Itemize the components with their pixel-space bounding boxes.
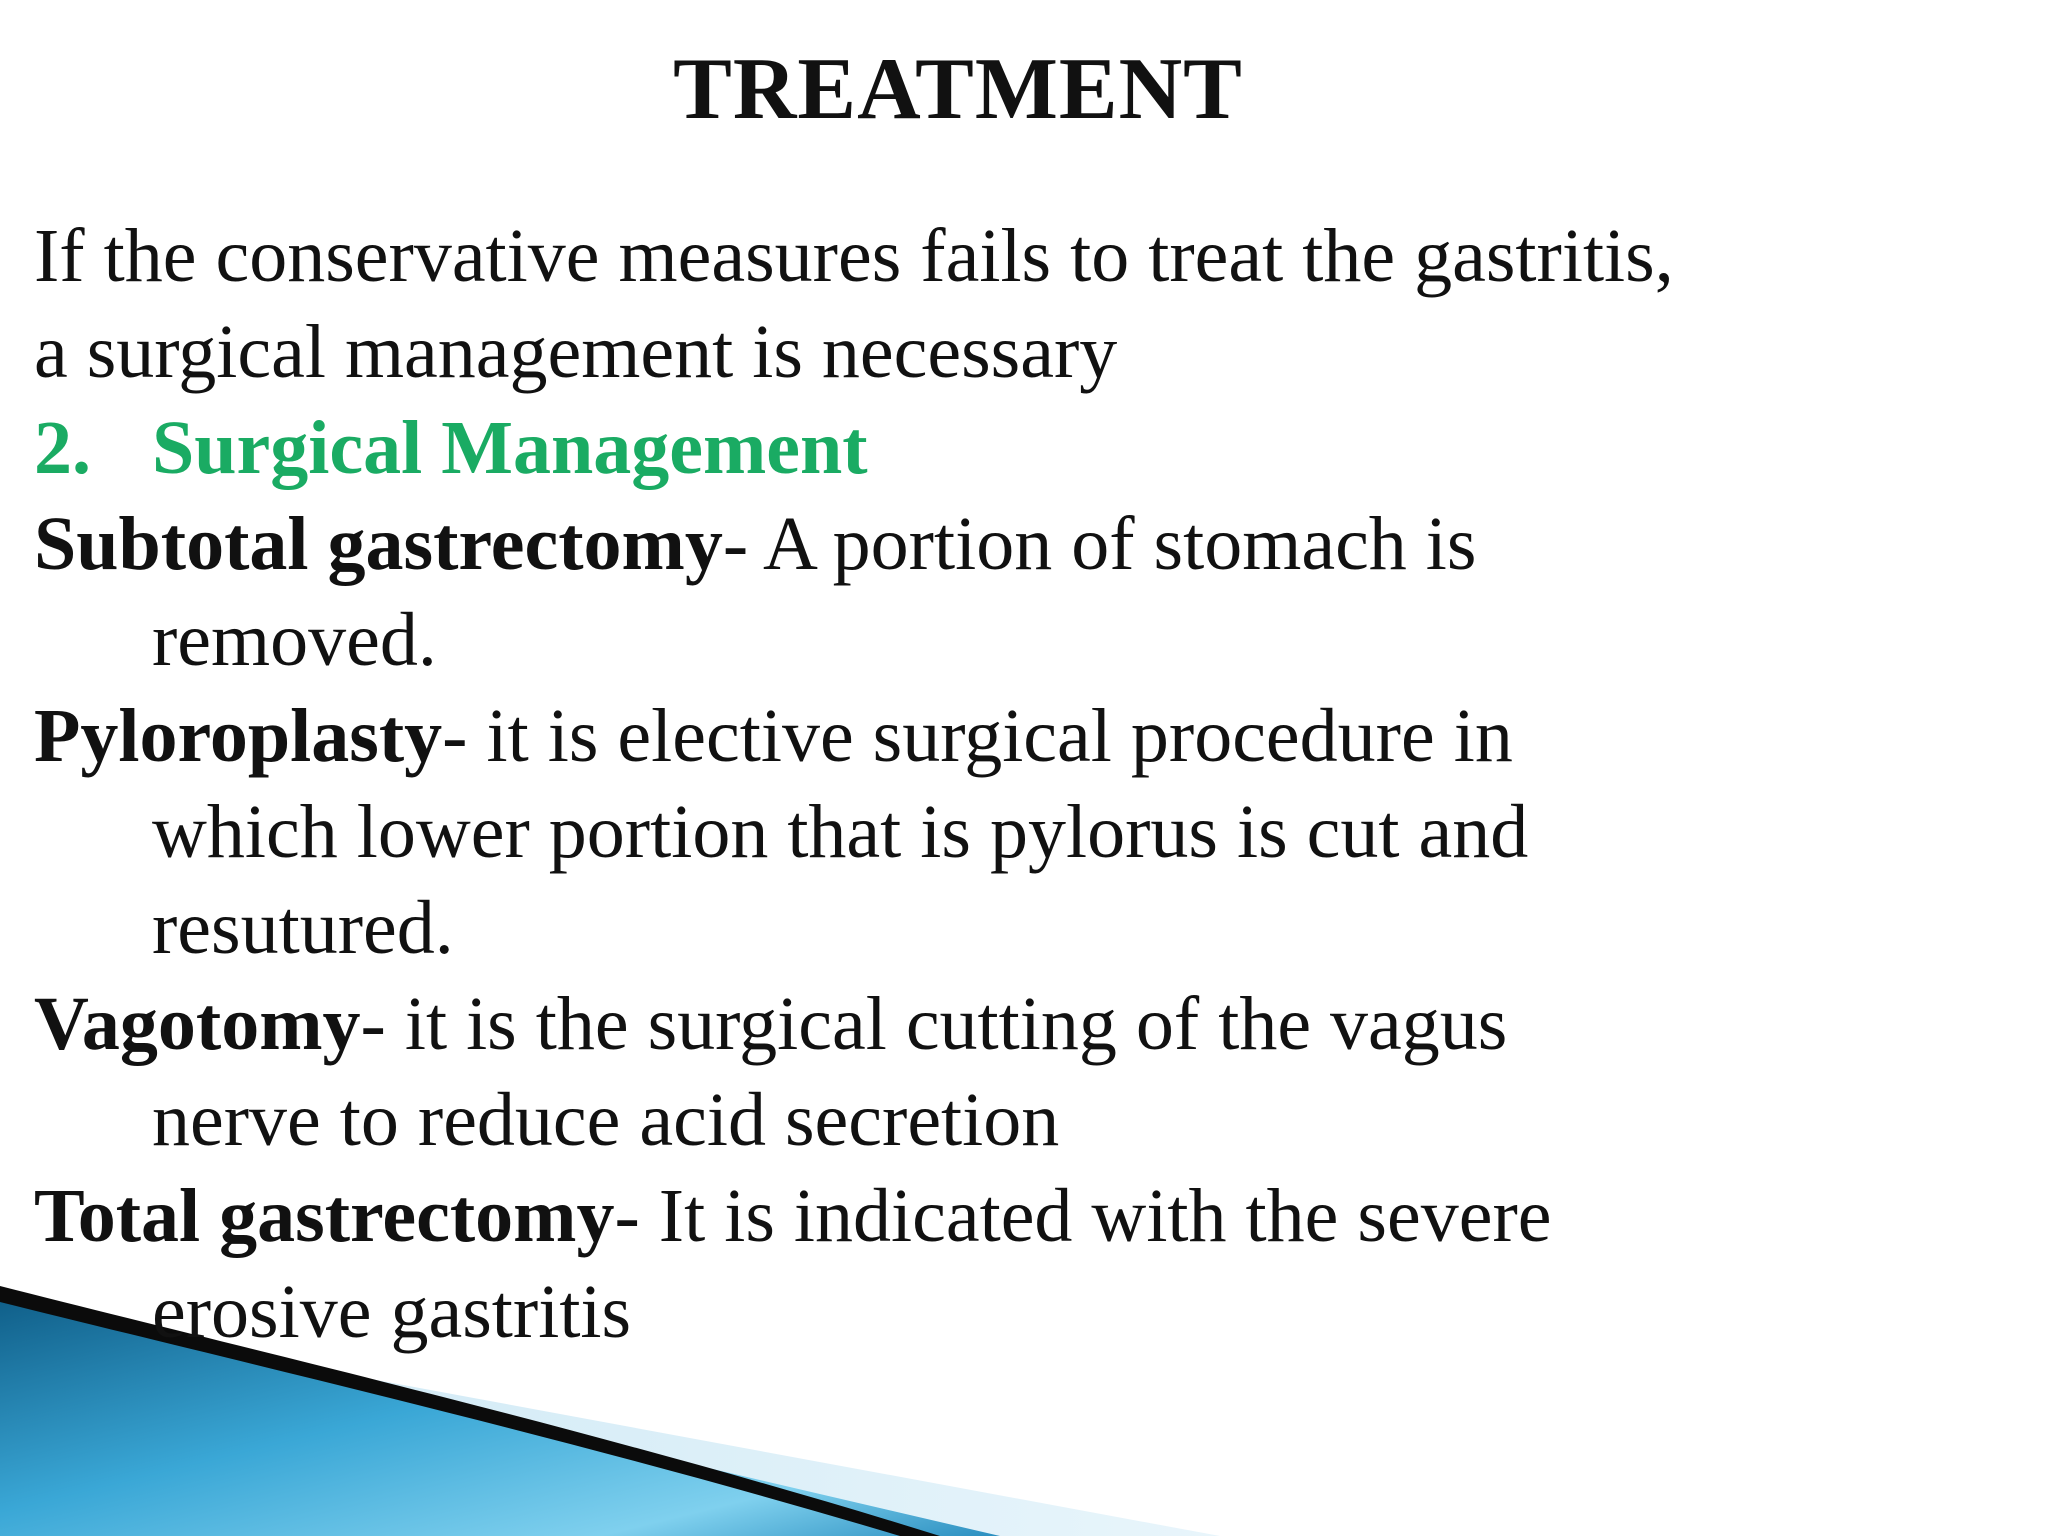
slide-body xyxy=(34,208,1994,1360)
definition-continuation: resutured. xyxy=(152,886,454,970)
definition-text: - It is indicated with the severe xyxy=(614,1174,1552,1258)
definition-term: Total gastrectomy xyxy=(34,1174,615,1258)
section-heading xyxy=(34,400,1994,496)
definition-term: Pyloroplasty xyxy=(34,694,443,778)
intro-line-1: If the conservative measures fails to treat the gastritis, xyxy=(34,214,1674,298)
definition-continuation: removed. xyxy=(152,598,437,682)
slide-title: TREATMENT xyxy=(673,41,1243,138)
definition-continuation: nerve to reduce acid secretion xyxy=(152,1078,1060,1162)
definition-item xyxy=(34,976,1994,1168)
definition-term: Subtotal gastrectomy xyxy=(34,502,723,586)
definition-text: - it is elective surgical procedure in xyxy=(442,694,1513,778)
section-number: 2. xyxy=(34,406,91,490)
definition-term: Vagotomy xyxy=(34,982,361,1066)
definition-text: - it is the surgical cutting of the vagus xyxy=(360,982,1508,1066)
definition-item xyxy=(34,688,1994,976)
definition-item xyxy=(34,1168,1994,1360)
intro-line-2: a surgical management is necessary xyxy=(34,310,1118,394)
definition-item xyxy=(34,496,1994,688)
definition-text: - A portion of stomach is xyxy=(722,502,1477,586)
definition-continuation: which lower portion that is pylorus is cut and xyxy=(152,790,1529,874)
definition-continuation: erosive gastritis xyxy=(152,1270,632,1354)
section-heading-text: Surgical Management xyxy=(152,406,868,490)
